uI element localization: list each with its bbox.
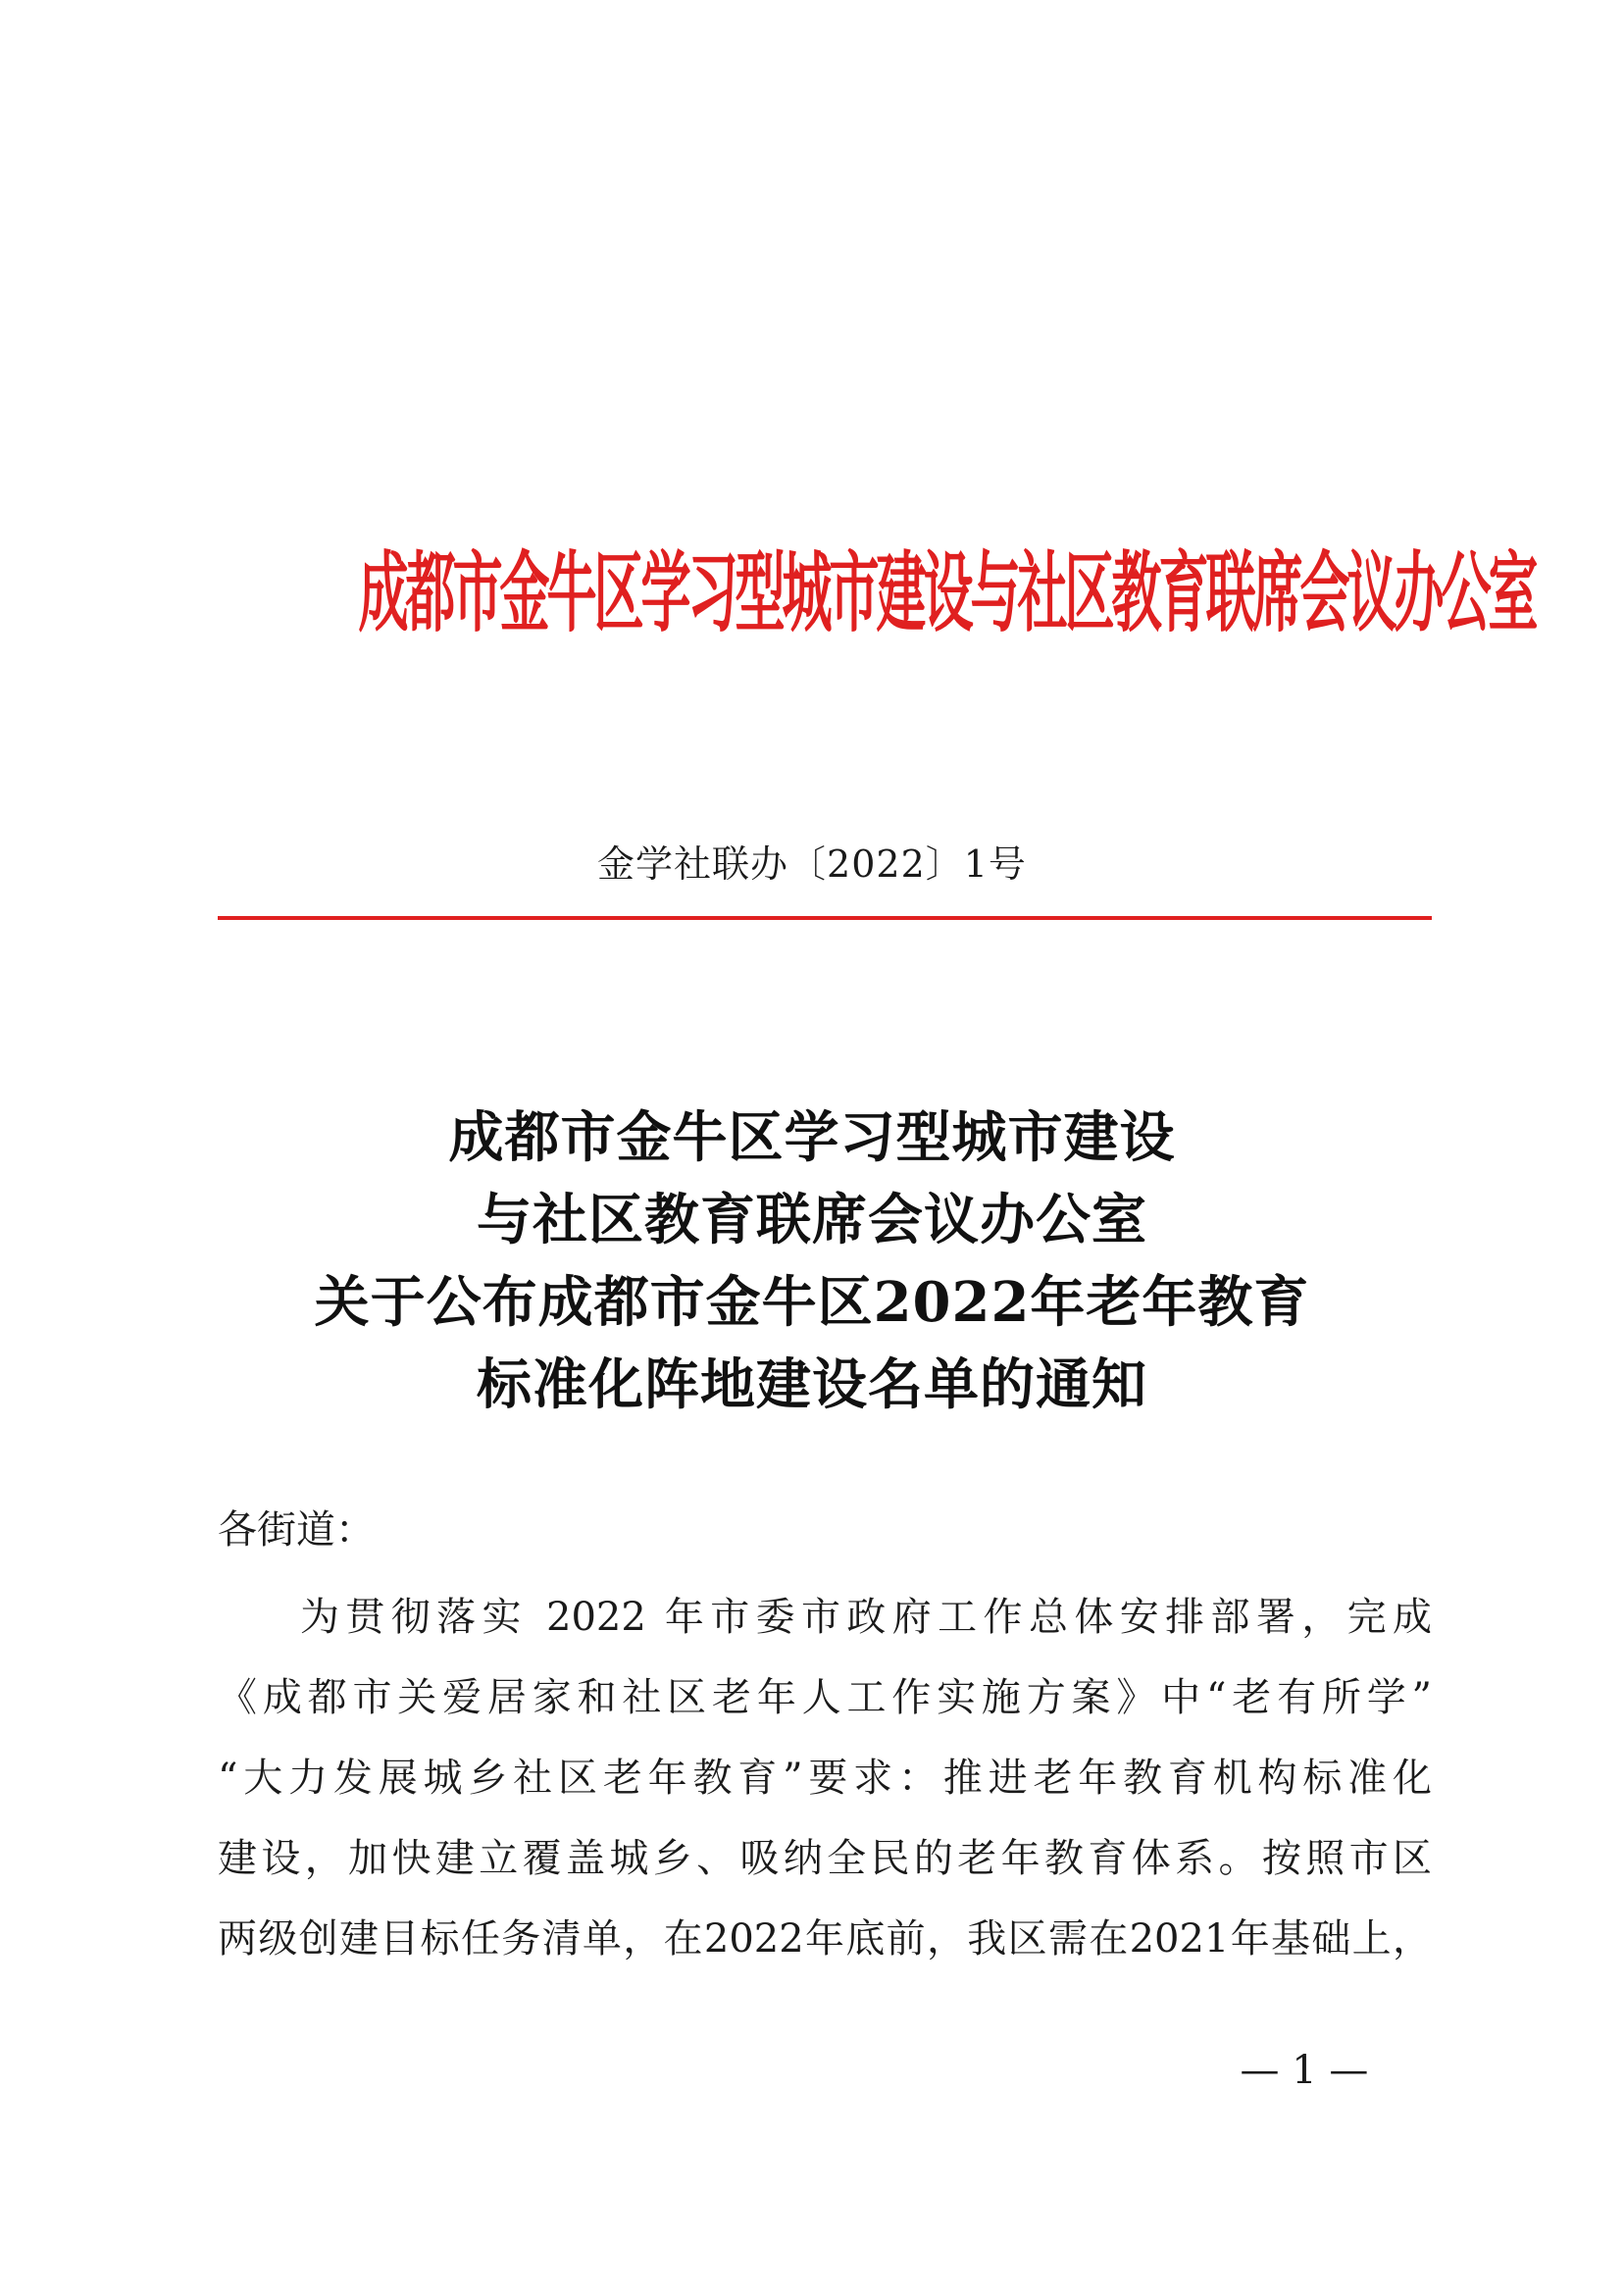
- body-line: 建设，加快建立覆盖城乡、吸纳全民的老年教育体系。按照市区: [218, 1836, 1432, 1881]
- issuer-red-header: 成都市金牛区学习型城市建设与社区教育联席会议办公室: [358, 540, 1536, 645]
- page-number: — 1 —: [1240, 2048, 1369, 2093]
- title-line: 标准化阵地建设名单的通知: [477, 1352, 1147, 1417]
- body-line: 两级创建目标任务清单，在2022年底前，我区需在2021年基础上，: [218, 1916, 1432, 1962]
- body-line: 为贯彻落实 2022 年市委市政府工作总体安排部署，完成: [300, 1595, 1432, 1640]
- body-line: 《成都市关爱居家和社区老年人工作实施方案》中“老有所学”: [218, 1675, 1432, 1720]
- body-line: “大力发展城乡社区老年教育”要求：推进老年教育机构标准化: [218, 1756, 1432, 1801]
- red-divider-line: [218, 916, 1432, 920]
- title-line: 与社区教育联席会议办公室: [477, 1188, 1147, 1252]
- title-line: 关于公布成都市金牛区2022年老年教育: [314, 1270, 1310, 1335]
- document-title: [0, 1096, 1624, 1426]
- body-paragraph: [218, 1577, 1432, 1979]
- salutation: 各街道：: [218, 1507, 375, 1553]
- document-number: 金学社联办〔2022〕1号: [597, 842, 1027, 886]
- title-line: 成都市金牛区学习型城市建设: [448, 1105, 1176, 1170]
